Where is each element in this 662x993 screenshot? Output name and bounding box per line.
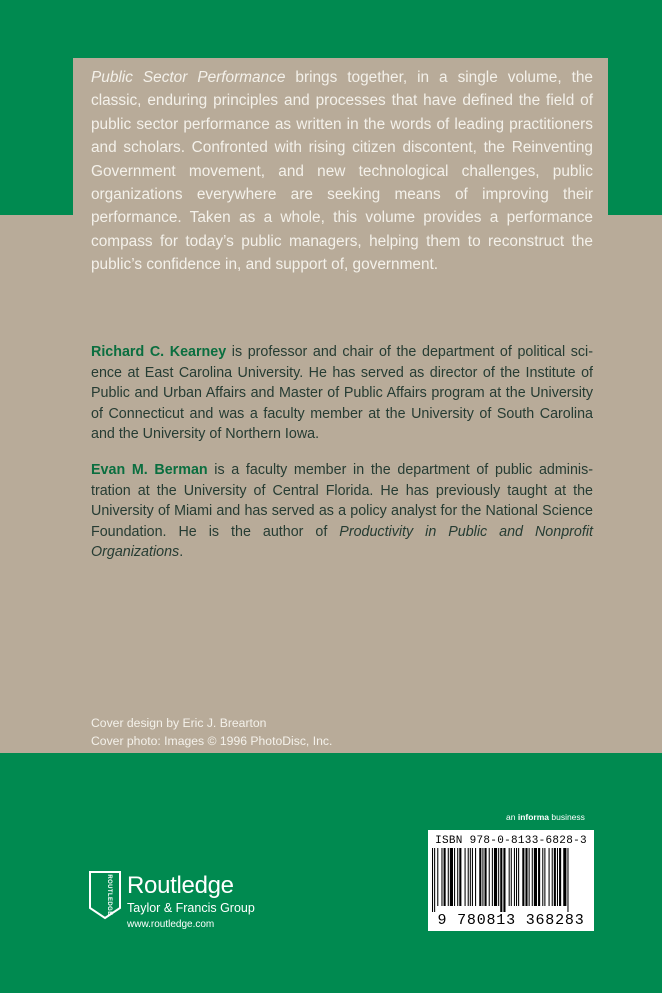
informa-brand: informa bbox=[517, 812, 549, 822]
author-name: Richard C. Kearney bbox=[91, 344, 227, 360]
author-name: Evan M. Berman bbox=[91, 462, 208, 478]
author-bio-kearney bbox=[91, 342, 593, 445]
blurb-paragraph bbox=[91, 66, 593, 277]
cover-photo-credit: Cover photo: Images © 1996 PhotoDisc, Inc. bbox=[91, 734, 333, 748]
publisher-name: Routledge bbox=[127, 872, 234, 899]
publisher-block bbox=[127, 872, 255, 932]
author-book-title: Productivity in Public and Nonprofit Organizations bbox=[91, 523, 593, 561]
publisher-url: www.routledge.com bbox=[127, 919, 215, 930]
informa-suffix: business bbox=[549, 812, 585, 822]
informa-prefix: an bbox=[506, 812, 518, 822]
isbn-barcode bbox=[428, 830, 594, 931]
cover-credits bbox=[91, 714, 332, 750]
informa-tagline bbox=[506, 812, 585, 822]
author-bio-text: is professor and chair of the department of political science at East Carolina University. He has served as director of the Institute of Public and Urban Affairs and Master of Public Affairs program at the University of Connecticut and was a faculty member at the University of South Carolina and the University of Northern Iowa. bbox=[91, 344, 593, 443]
author-bio-berman bbox=[91, 460, 593, 563]
isbn-number: ISBN 978-0-8133-6828-3 bbox=[435, 835, 587, 847]
routledge-logo-text: ROUTLEDGE bbox=[106, 874, 112, 916]
barcode-bars bbox=[432, 848, 590, 912]
routledge-logo-icon bbox=[88, 870, 122, 920]
cover-design-credit: Cover design by Eric J. Brearton bbox=[91, 716, 267, 730]
publisher-group: Taylor & Francis Group bbox=[127, 901, 255, 915]
blurb-book-title: Public Sector Performance bbox=[91, 69, 286, 86]
author-bio-text: is a faculty member in the department of public administration at the University of Central Florida. He has previously taught at the University of Miami and has served as a policy analyst for the National Science Foundation. He is the author of bbox=[91, 462, 594, 540]
ean-digits: 9 780813 368283 bbox=[437, 912, 585, 929]
author-bio-end: . bbox=[179, 544, 184, 561]
blurb-text: brings together, in a single volume, the classic, enduring principles and processes that have defined the field of public sector performance as written in the words of leading practitioners and scholars. Confronted with rising citizen discontent, the Reinventing Government movement, and new technological challenges, public organizations everywhere are seeking means of improving their performance. Taken as a whole, this volume provides a performance compass for today’s public managers, helping them to reconstruct the public’s confidence in, and support of, government. bbox=[91, 69, 593, 274]
